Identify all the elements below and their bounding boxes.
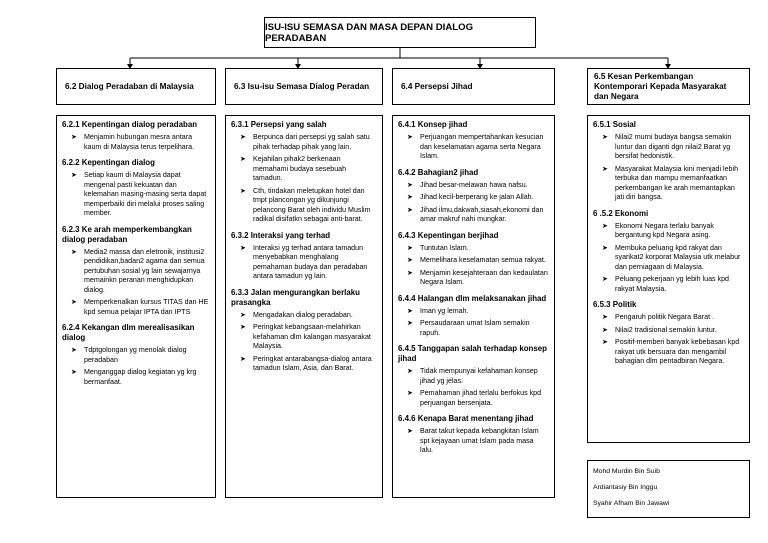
bullet-item: ➤ Jihad kecil-berperang ke jalan Allah. [398,193,548,203]
section-heading: 6.4.3 Kepentingan berjihad [398,230,499,240]
bullet-item: ➤ Nilai2 murni budaya bangsa semakin luntur dan diganti dgn nilai2 Barat yg bersifat hedonistik. [593,133,743,162]
bullet-item: ➤ Pengaruh politik Negara Barat . [593,313,743,323]
bullet-item: ➤ Positif-memberi banyak kebebasan kpd rakyat utk bersuara dan mengambil bahagian dlm pentadbiran Negara. [593,338,743,367]
bullet-item: ➤ Pemahaman jihad terlalu berfokus kpd perjuangan bersenjata. [398,389,548,408]
bullet-item: ➤ Kejahilan pihak2 berkenaan memahami budaya sesebuah tamadun. [231,155,376,184]
section-heading: 6.3.2 Interaksi yang terhad [231,230,331,240]
section-heading: 6.3.1 Persepsi yang salah [231,120,327,129]
header-persepsi-jihad: 6.4 Persepsi Jihad [392,68,555,105]
author-name: Mohd Murdin Bin Suib [593,468,660,475]
bullet-item: ➤ Ekonomi Negara terlalu banyak bergantung kpd Negara asing. [593,222,743,241]
header-kesan-perkembangan: 6.5 Kesan Perkembangan Kontemporari Kepada Masyarakat dan Negara [587,68,750,105]
bullet-item: ➤ Menjamin kesejahteraan dan kedaulatan Negara Islam. [398,269,548,288]
diagram-title: ISU-ISU SEMASA DAN MASA DEPAN DIALOG PERADABAN [264,17,536,48]
bullet-item: ➤ Media2 massa dan eletronik, institusi2 pendidikan,badan2 agama dan semua pertubuhan sosial yg lain sewajarnya memainkn peranan menghidupkan dialog. [62,248,209,296]
bullet-item: ➤ Iman yg lemah. [398,307,548,317]
bullet-item: ➤ Barat takut kepada kebangkitan Islam spt kejayaan umat Islam pada masa lalu. [398,427,548,456]
header-isu-semasa: 6.3 Isu-isu Semasa Dialog Peradan [225,68,383,105]
bullet-item: ➤ Setiap kaum di Malaysia dapat mengenal pasti kekuatan dan kelemahan masing-masing serta dapat memperbaiki diri melalui proses saling member. [62,171,209,219]
section-heading: 6.2.3 Ke arah memperkembangkan dialog peradaban [62,224,192,244]
bullet-item: ➤ Masyarakat Malaysia kini menjadi lebih terbuka dan mampu memanfaatkan perkembangan ke arah memantapkan jati diri bangsa. [593,165,743,203]
section-heading: 6 .5.2 Ekonomi [593,208,649,218]
section-heading: 6.5.3 Politik [593,300,637,309]
bullet-item: ➤ Mengadakan dialog peradaban. [231,311,376,321]
bullet-item: ➤ Persaudaraan umat Islam semakin rapuh. [398,319,548,338]
section-heading: 6.4.2 Bahagian2 jihad [398,167,479,177]
section-heading: 6.4.1 Konsep jihad [398,120,468,129]
header-dialog-peradaban: 6.2 Dialog Peradaban di Malaysia [56,68,216,105]
authors-box [587,460,750,518]
author-name: Ardiantasiy Bin Inggu [593,484,658,491]
bullet-item: ➤ Menganggap dialog kegiatan yg krg bermanfaat. [62,368,209,387]
column-persepsi-jihad [392,115,555,498]
section-heading: 6.2.1 Kepentingan dialog peradaban [62,120,198,129]
bullet-item: ➤ Menjamin hubungan mesra antara kaum di Malaysia terus terpelihara. [62,133,209,152]
bullet-item: ➤ Peringkat antarabangsa-dialog antara tamadun Islam, Asia, dan Barat. [231,355,376,374]
bullet-item: ➤ Nilai2 tradisional semakin luntur. [593,326,743,336]
section-heading: 6.4.4 Halangan dlm melaksanakan jihad [398,293,547,303]
bullet-item: ➤ Cth, tindakan meletupkan hotel dan tmpt plancongan yg dikunjungi pelancong Barat oleh individu Muslim radikal disifatkn sebagai anti-barat. [231,187,376,225]
bullet-item: ➤ Jihad besar-melawan hawa nafsu. [398,181,548,191]
bullet-item: ➤ Perjuangan mempertahankan kesucian dan keselamatan agama serta Negara Islam. [398,133,548,162]
bullet-item: ➤ Memperkenalkan kursus TITAS dan HE kpd semua pelajar IPTA dan IPTS [62,298,209,317]
section-heading: 6.2.4 Kekangan dlm merealisasikan dialog [62,323,195,342]
author-name: Syahir Afham Bin Jawawi [593,500,670,507]
bullet-item: ➤ Berpunca dari persepsi yg salah satu pihak terhadap pihak yang lain. [231,133,376,152]
column-isu-semasa [225,115,383,498]
section-heading: 6.4.5 Tanggapan salah terhadap konsep jihad [398,344,547,363]
column-dialog-peradaban [56,115,216,498]
section-heading: 6.5.1 Sosial [593,120,636,129]
bullet-item: ➤ Tdptgolongan yg menolak dialog peradaban [62,346,209,365]
bullet-item: ➤ Interaksi yg terhad antara tamadun menyebabkan menghalang pemahaman budaya dan peradaban antara tamadun yg lain. [231,244,376,282]
column-kesan-perkembangan [587,115,750,443]
bullet-item: ➤ Membuka peluang kpd rakyat dan syarikat2 korporat Malaysia utk melabur dan perniagaan di Malaysia. [593,244,743,273]
bullet-item: ➤ Tuntutan Islam. [398,244,548,254]
bullet-item: ➤ Peringkat kebangsaan-melahirkan kefahaman dlm kalangan masyarakat Malaysia. [231,323,376,352]
bullet-item: ➤ Jihad ilmu,dakwah,siasah,ekonomi dan amar makruf nahi mungkar. [398,206,548,225]
bullet-item: ➤ Memelihara keselamatan semua rakyat. [398,256,548,266]
section-heading: 6.4.6 Kenapa Barat menentang jihad [398,414,534,423]
section-heading: 6.2.2 Kepentingan dialog [62,158,155,167]
bullet-item: ➤ Peluang pekerjaan yg lebih luas kpd rakyat Malaysia. [593,275,743,294]
bullet-item: ➤ Tidak mempunyai kefahaman konsep jihad yg jelas. [398,367,548,386]
section-heading: 6.3.3 Jalan mengurangkan berlaku prasangka [231,287,360,307]
